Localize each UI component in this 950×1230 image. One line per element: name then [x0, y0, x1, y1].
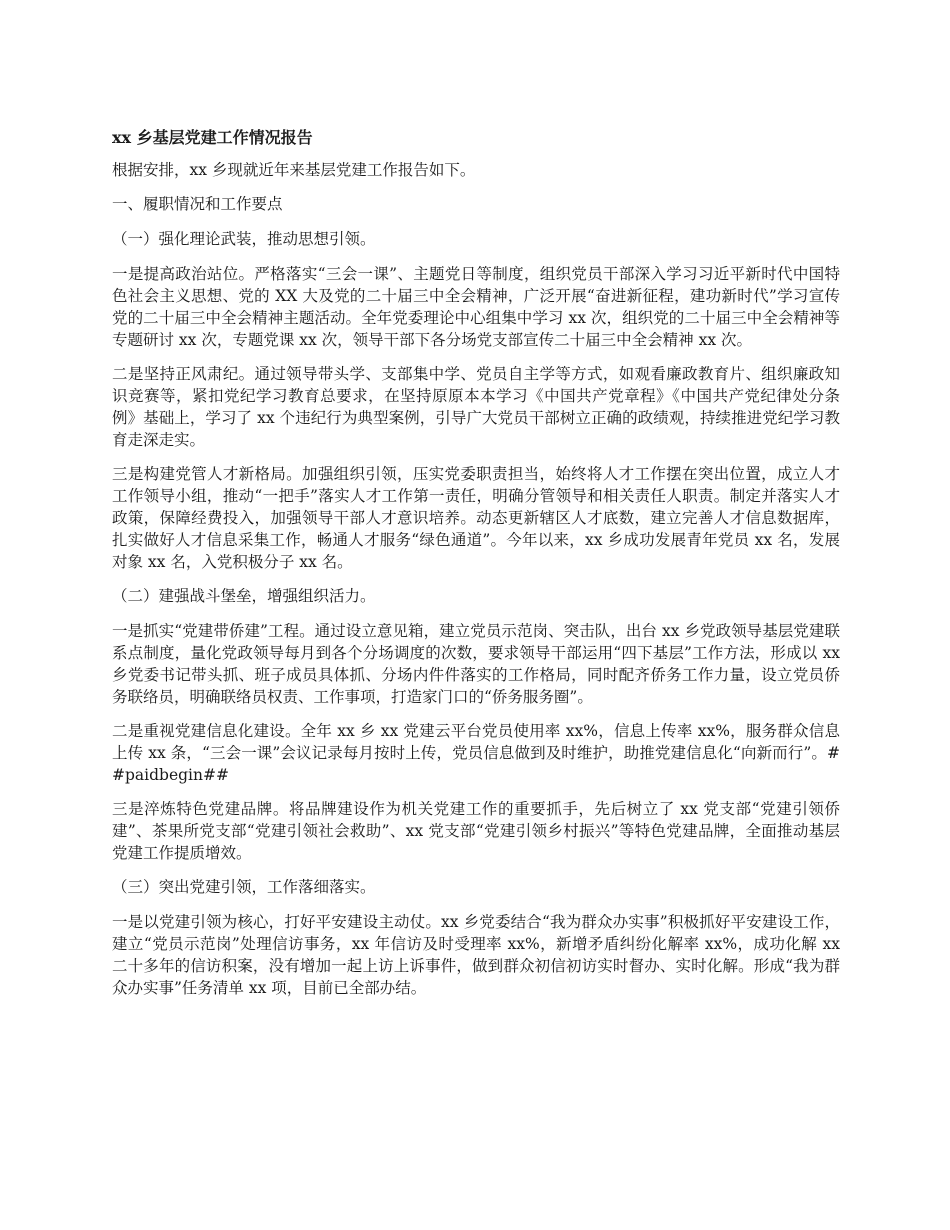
subsection-1-heading: （一）强化理论武装，推动思想引领。 — [112, 230, 376, 248]
intro-paragraph: 根据安排，xx 乡现就近年来基层党建工作报告如下。 — [112, 161, 476, 179]
subsection-2-paragraph-2: 二是重视党建信息化建设。全年 xx 乡 xx 党建云平台党员使用率 xx%，信息上传率 xx%，服务群众信息上传 xx 条，“三会一课”会议记录每月按时上传，党员信息做到及时维护，助推党建信息化“向新而行”。##paidbegin## — [112, 722, 840, 784]
document-title: xx 乡基层党建工作情况报告 — [112, 128, 313, 147]
subsection-1-paragraph-2: 二是坚持正风肃纪。通过领导带头学、支部集中学、党员自主学等方式，如观看廉政教育片、组织廉政知识竞赛等，紧扣党纪学习教育总要求，在坚持原原本本学习《中国共产党章程》《中国共产党纪律处分条例》基础上，学习了 xx 个违纪行为典型案例，引导广大党员干部树立正确的政绩观，持续推进党纪学习教育走深走实。 — [112, 365, 840, 449]
section-1-heading: 一、履职情况和工作要点 — [112, 195, 283, 213]
subsection-2-paragraph-1: 一是抓实“党建带侨建”工程。通过设立意见箱，建立党员示范岗、突击队，出台 xx 乡党政领导基层党建联系点制度，量化党政领导每月到各个分场调度的次数，要求领导干部运用“四下基层”工作方法，形成以 xx 乡党委书记带头抓、班子成员具体抓、分场内件件落实的工作格局，同时配齐侨务工作力量，设立党员侨务联络员，明确联络员权责、工作事项，打造家门口的“侨务服务圈”。 — [112, 622, 840, 706]
subsection-2-heading: （二）建强战斗堡垒，增强组织活力。 — [112, 587, 376, 605]
subsection-2-paragraph-3: 三是淬炼特色党建品牌。将品牌建设作为机关党建工作的重要抓手，先后树立了 xx 党支部“党建引领侨建”、茶果所党支部“党建引领社会救助”、xx 党支部“党建引领乡村振兴”等特色党建品牌，全面推动基层党建工作提质增效。 — [112, 800, 840, 862]
subsection-1-paragraph-1: 一是提高政治站位。严格落实“三会一课”、主题党日等制度，组织党员干部深入学习习近平新时代中国特色社会主义思想、党的 XX 大及党的二十届三中全会精神，广泛开展“奋进新征程，建功新时代”学习宣传党的二十届三中全会精神主题活动。全年党委理论中心组集中学习 xx 次，组织党的二十届三中全会精神等专题研讨 xx 次，专题党课 xx 次，领导干部下各分场党支部宣传二十届三中全会精神 xx 次。 — [112, 265, 840, 349]
subsection-1-paragraph-3: 三是构建党管人才新格局。加强组织引领，压实党委职责担当，始终将人才工作摆在突出位置，成立人才工作领导小组，推动“一把手”落实人才工作第一责任，明确分管领导和相关责任人职责。制定并落实人才政策，保障经费投入，加强领导干部人才意识培养。动态更新辖区人才底数，建立完善人才信息数据库，扎实做好人才信息采集工作，畅通人才服务“绿色通道”。今年以来，xx 乡成功发展青年党员 xx 名，发展对象 xx 名，入党积极分子 xx 名。 — [112, 465, 840, 571]
subsection-3-heading: （三）突出党建引领，工作落细落实。 — [112, 878, 376, 896]
subsection-3-paragraph-1: 一是以党建引领为核心，打好平安建设主动仗。xx 乡党委结合“我为群众办实事”积极抓好平安建设工作，建立“党员示范岗”处理信访事务，xx 年信访及时受理率 xx%，新增矛盾纠纷化解率 xx%，成功化解 xx 二十多年的信访积案，没有增加一起上访上诉事件，做到群众初信初访实时督办、实时化解。形成“我为群众办实事”任务清单 xx 项，目前已全部办结。 — [112, 913, 840, 997]
